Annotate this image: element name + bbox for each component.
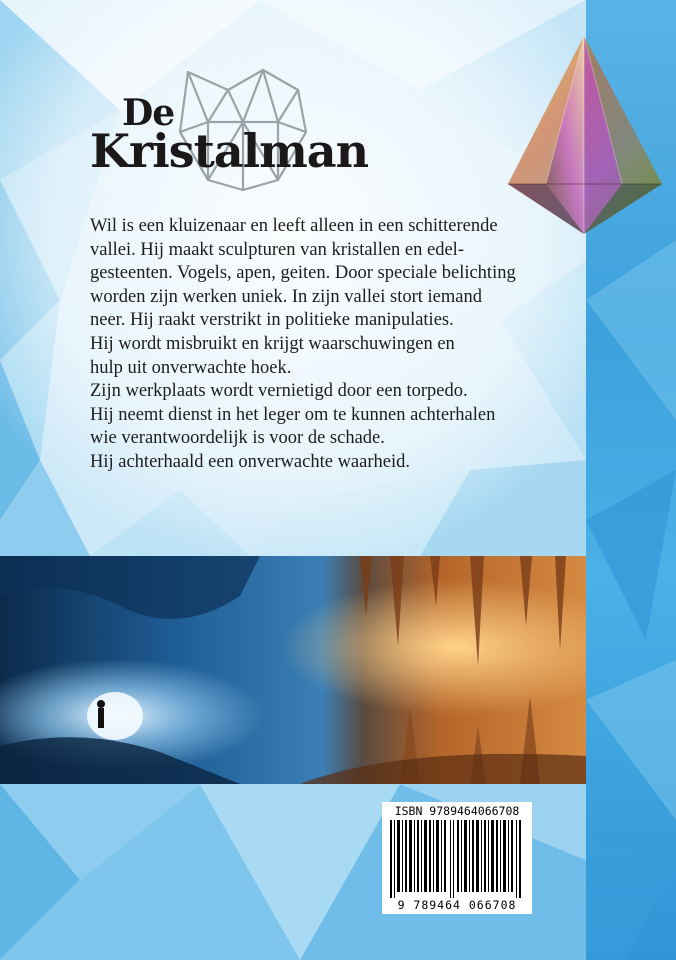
isbn-barcode	[382, 802, 532, 914]
blurb-line: vallei. Hij maakt sculpturen van kristallen en edel-	[90, 239, 464, 260]
blurb-line: neer. Hij raakt verstrikt in politieke manipulaties.	[90, 310, 454, 331]
blurb-line: gesteenten. Vogels, apen, geiten. Door speciale belichting	[90, 263, 516, 284]
book-title: Kristalman	[90, 124, 369, 178]
blurb-line: hulp uit onverwachte hoek.	[90, 357, 292, 378]
isbn-label: ISBN 9789464066708	[394, 804, 520, 818]
blurb-line: Zijn werkplaats wordt vernietigd door een torpedo.	[90, 381, 468, 402]
blurb-line: Hij wordt misbruikt en krijgt waarschuwingen en	[90, 333, 455, 354]
title-block	[88, 62, 398, 202]
barcode-icon	[390, 820, 524, 898]
blurb-line: Wil is een kluizenaar en leeft alleen in een schitterende	[90, 216, 498, 236]
blurb-line: Hij achterhaald een onverwachte waarheid.	[90, 451, 410, 472]
crystal-pendant-image	[500, 34, 670, 240]
cave-photo-strip	[0, 556, 586, 784]
blurb-line: wie verantwoordelijk is voor de schade.	[90, 428, 385, 449]
title-prefix: De	[122, 92, 175, 134]
blurb-line: Hij neemt dienst in het leger om te kunnen achterhalen	[90, 404, 496, 425]
book-blurb	[90, 215, 550, 475]
blurb-line: worden zijn werken uniek. In zijn vallei stort iemand	[90, 286, 482, 307]
isbn-digits: 9 789464 066708	[397, 898, 517, 912]
